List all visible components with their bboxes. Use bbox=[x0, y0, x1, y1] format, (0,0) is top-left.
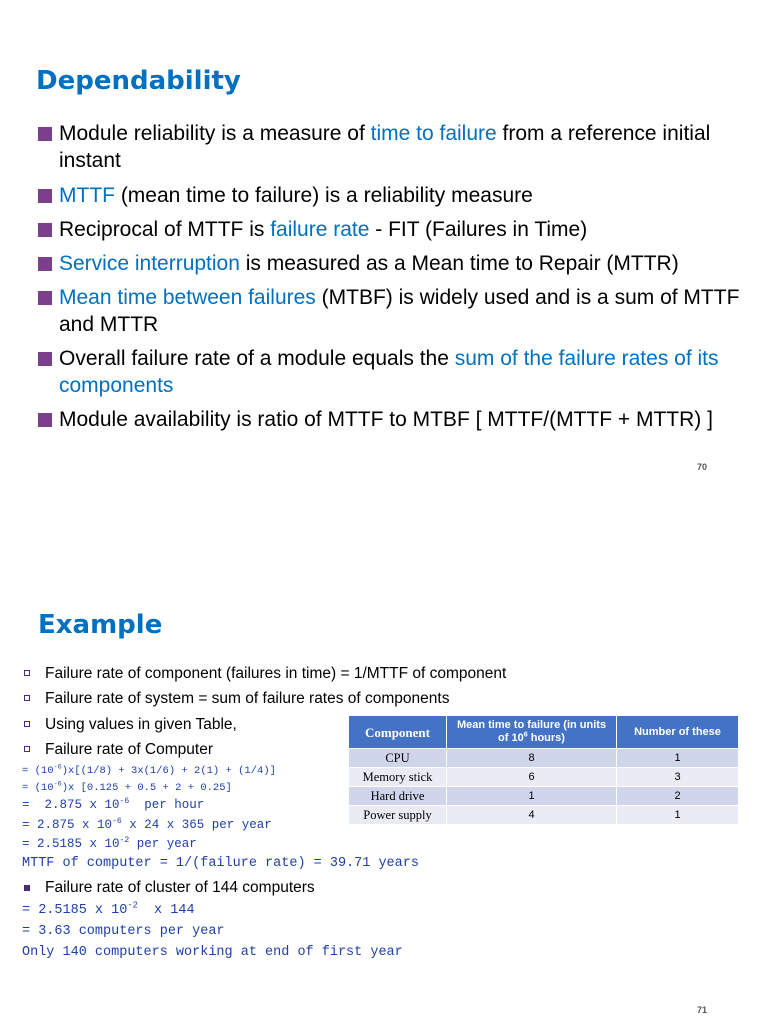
bullet-text: Module reliability is a measure of bbox=[59, 122, 371, 145]
bullet-text: is measured as a Mean time to Repair (MTTR) bbox=[239, 252, 679, 275]
cluster-calc-line: Only 140 computers working at end of first year bbox=[22, 945, 403, 960]
table-cell: 6 bbox=[447, 768, 617, 787]
table-cell: Memory stick bbox=[349, 768, 447, 787]
bullet-item bbox=[38, 120, 758, 174]
table-row bbox=[349, 749, 739, 768]
bullet-item bbox=[38, 284, 758, 338]
calc-line: = 2.5185 x $10^{-2}$ per year bbox=[22, 835, 197, 851]
calc-line: = $(10^{-6})x$ [0.125 + 0.5 + 2 + 0.25] bbox=[22, 780, 232, 794]
hollow-square-bullet-icon bbox=[24, 746, 30, 752]
bullet-text: Failure rate of cluster of 144 computers bbox=[45, 879, 315, 896]
bullet-item bbox=[24, 689, 449, 709]
bullet-item bbox=[38, 406, 718, 433]
table-cell: 1 bbox=[447, 787, 617, 806]
bullet-text: Failure rate of system = sum of failure rates of components bbox=[45, 690, 450, 707]
table-row bbox=[349, 768, 739, 787]
square-bullet-icon bbox=[38, 257, 52, 271]
bullet-item bbox=[24, 664, 506, 684]
square-bullet-icon bbox=[38, 291, 52, 305]
highlight-text: failure rate bbox=[270, 218, 370, 241]
table-header-mttf: Mean time to failure (in units of $10^6$ hours) bbox=[447, 716, 617, 749]
highlight-text: Mean time between failures bbox=[59, 286, 316, 309]
table-row bbox=[349, 806, 739, 825]
failure-table bbox=[348, 715, 739, 825]
mttf-result-line: MTTF of computer = 1/(failure rate) = 39.71 years bbox=[22, 856, 419, 871]
table-row bbox=[349, 787, 739, 806]
calc-line: = 2.875 x $10^{-6}$ x 24 x 365 per year bbox=[22, 816, 272, 832]
page-number: 70 bbox=[697, 462, 708, 472]
bullet-text: Module availability is ratio of MTTF to MTBF [ MTTF/(MTTF + MTTR) ] bbox=[59, 408, 713, 431]
bullet-item bbox=[24, 878, 315, 898]
bullet-item bbox=[24, 715, 237, 735]
bullet-text: from a reference initial instant bbox=[59, 122, 711, 172]
hollow-square-bullet-icon bbox=[24, 670, 30, 676]
bullet-text: Using values in given Table, bbox=[45, 716, 237, 733]
highlight-text: Service interruption bbox=[59, 252, 240, 275]
table-header-component: Component bbox=[349, 716, 447, 749]
table-cell: 2 bbox=[617, 787, 739, 806]
table-header-count: Number of these bbox=[617, 716, 739, 749]
bullet-text: (mean time to failure) is a reliability measure bbox=[114, 184, 533, 207]
cluster-calc-line: = 3.63 computers per year bbox=[22, 924, 225, 939]
slide-title-dependability: Dependability bbox=[36, 66, 241, 96]
bullet-item bbox=[38, 250, 758, 277]
bullet-item bbox=[38, 216, 758, 243]
page-number: 71 bbox=[697, 1005, 708, 1015]
square-bullet-icon bbox=[38, 189, 52, 203]
cluster-calc-line: = 2.5185 x $10^{-2}$ x 144 bbox=[22, 900, 195, 918]
square-bullet-icon bbox=[38, 413, 52, 427]
table-cell: 1 bbox=[617, 806, 739, 825]
slide-title-example: Example bbox=[38, 610, 163, 640]
highlight-text: time to failure bbox=[370, 122, 497, 145]
calc-line: = 2.875 x $10^{-6}$ per hour bbox=[22, 796, 205, 812]
table-cell: 1 bbox=[617, 749, 739, 768]
table-cell: CPU bbox=[349, 749, 447, 768]
hollow-square-bullet-icon bbox=[24, 695, 30, 701]
bullet-text: Overall failure rate of a module equals the bbox=[59, 347, 455, 370]
bullet-text: Reciprocal of MTTF is bbox=[59, 218, 271, 241]
hollow-square-bullet-icon bbox=[24, 721, 30, 727]
bullet-item bbox=[38, 345, 758, 399]
table-cell: 4 bbox=[447, 806, 617, 825]
bullet-text: (MTBF) is widely used and is a sum of MTTF and MTTR bbox=[59, 286, 740, 336]
filled-square-bullet-icon bbox=[24, 885, 30, 891]
table-cell: 3 bbox=[617, 768, 739, 787]
bullet-text: - FIT (Failures in Time) bbox=[369, 218, 588, 241]
table-header-row bbox=[349, 716, 739, 749]
table-cell: Hard drive bbox=[349, 787, 447, 806]
table-cell: 8 bbox=[447, 749, 617, 768]
highlight-text: MTTF bbox=[59, 184, 115, 207]
highlight-text: sum of the failure rates of its components bbox=[59, 347, 719, 397]
bullet-item bbox=[38, 182, 758, 209]
square-bullet-icon bbox=[38, 127, 52, 141]
calc-line: = $(10^{-6})x[(1/8) + 3x(1/6) + 2(1) + (1/4)]$ bbox=[22, 763, 276, 777]
square-bullet-icon bbox=[38, 352, 52, 366]
bullet-text: Failure rate of Computer bbox=[45, 741, 213, 758]
square-bullet-icon bbox=[38, 223, 52, 237]
bullet-text: Failure rate of component (failures in time) = 1/MTTF of component bbox=[45, 665, 507, 682]
bullet-item bbox=[24, 740, 213, 760]
table-cell: Power supply bbox=[349, 806, 447, 825]
